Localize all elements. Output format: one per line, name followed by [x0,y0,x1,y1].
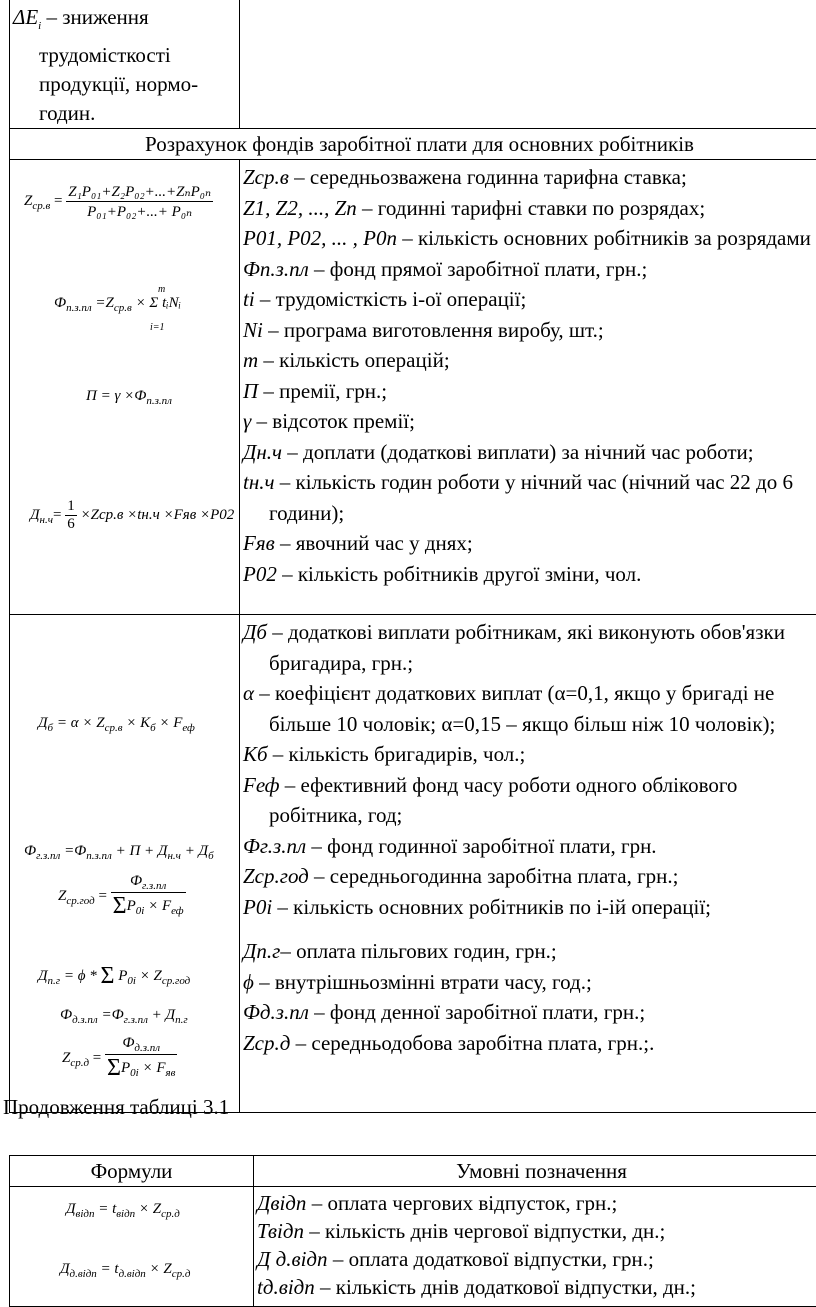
definition-item [243,997,816,1028]
definitions-cell-3 [254,1187,816,1307]
definition-item [243,528,816,559]
definition-symbol: П [243,379,258,403]
definitions-cell-1 [240,160,816,615]
definition-symbol: Фд.з.пл [243,1000,309,1024]
definition-text: – кількість операцій; [258,348,449,372]
formula-brigadier: $Д_б = \alpha \times Z_{ср.в} \times К_б \times F_{еф}$ [38,715,195,734]
definition-item [243,315,816,346]
table-header-row [10,1156,816,1187]
definition-item [243,617,816,678]
definition-text: – кількість основних робітників за розрядами [397,226,811,250]
definition-item [243,559,816,590]
definition-symbol: Zср.д [243,1031,290,1055]
definition-item [243,437,816,468]
definition-item [243,861,816,892]
definition-symbol: Fеф [243,773,280,797]
definition-item [243,936,816,967]
definition-symbol: Кб [243,742,268,766]
definition-item [243,922,816,936]
formula-z-avg: $Z_{ср.в}$ = $\frac{\text{Z₁P₀₁+Z₂P₀₂+...+ZₙP₀ₙ}}{\text{P₀₁+P₀₂+...+ P₀ₙ}}$ [24,182,213,221]
definition-item [243,967,816,998]
definition-symbol: tн.ч [243,470,275,494]
formula-avg-hourly: $Z_{ср.год}$ = $\frac{Ф_{г.з.пл}}{\Sigma P_{0i} \times F_{еф}}$ [58,873,186,920]
definition-text: – ефективний фонд часу роботи одного облікового робітника, год; [269,773,737,828]
definition-text: – коефіцієнт додаткових виплат (α=0,1, якщо у бригаді не більше 10 чоловік; α=0,15 – якщо більш ніж 10 чоловік); [254,681,775,736]
formula-bonus: $П = \gamma \times Ф_{п.з.пл}$ [86,388,172,407]
sum-bottom-label: i=1 [150,322,165,333]
definition-item [243,162,816,193]
table-row [10,615,816,1113]
table-row [10,160,816,615]
definition-item [243,406,816,437]
sum-icon: Σ [113,893,127,919]
formula-night-pay: $Д_{н.ч}=$ $\frac{1}{6}$ ×Zср.в ×tн.ч ×Fяв ×P02 [30,498,234,533]
definition-item [257,1217,816,1245]
header-symbols: Умовні позначення [254,1156,816,1187]
definition-item [257,1189,816,1217]
sum-icon: Σ [107,1055,121,1081]
definition-text: – фонд годинної заробітної плати, грн. [306,834,656,858]
sum-icon: Σ [100,963,114,989]
definition-symbol: α [243,681,254,705]
definition-symbol: Дн.ч [243,440,282,464]
text-line: годин. [13,99,239,128]
definition-symbol: P02 [243,562,277,586]
formula-extra-vacation: $Д_{д.відп} = t_{д.відп} \times Z_{ср.д}$ [60,1261,190,1280]
definition-text: – середньодобова заробітна плата, грн.;. [290,1031,654,1055]
definition-text: – премії, грн.; [258,379,387,403]
definition-text: – кількість робітників другої зміни, чол. [277,562,642,586]
formula-vacation: $Д_{відп} = t_{відп} \times Z_{ср.д}$ [66,1201,180,1220]
definition-item [243,831,816,862]
cell-energy-left [10,0,240,129]
header-formulas: Формули [10,1156,254,1187]
formula-cell-1 [10,160,240,615]
definition-symbol: Фг.з.пл [243,834,306,858]
definition-item [243,1028,816,1059]
definition-symbol: γ [243,409,251,433]
definition-item [243,770,816,831]
definition-symbol: Zср.в [243,165,289,189]
definition-item [243,223,816,254]
definition-symbol: P01, P02, ... , P0n [243,226,397,250]
table-caption: Продовження таблиці 3.1 [3,1095,229,1120]
formula-direct-fund: $Ф_{п.з.пл} =Z_{ср.в} \times \Sigma$ tᵢNᵢ [54,295,181,314]
definition-text: – середньозважена годинна тарифна ставка; [289,165,687,189]
definition-item [243,345,816,376]
definition-symbol: Двідп [257,1191,306,1215]
formula-cell-2 [10,615,240,1113]
definition-item [243,892,816,923]
continuation-table [9,1155,816,1307]
cell-empty [240,0,816,129]
sum-top-label: m [158,284,165,295]
table-row [10,1187,816,1307]
definition-symbol: Твідп [257,1219,304,1243]
definition-symbol: tд.відп [257,1275,315,1299]
definition-symbol: Z1, Z2, ..., Zn [243,196,357,220]
definition-symbol: Фп.з.пл [243,257,309,281]
definition-text: – доплати (додаткові виплати) за нічний час роботи; [282,440,754,464]
table-row [10,129,816,160]
definition-text: – фонд денної заробітної плати, грн.; [309,1000,645,1024]
definition-symbol: Fяв [243,531,275,555]
table-row [10,0,816,129]
text-line: продукції, нормо- [13,70,239,99]
definition-item [243,678,816,739]
definition-symbol: Ni [243,318,263,342]
definition-text: – додаткові виплати робітникам, які виконують обов'язки бригадира, грн.; [267,620,785,675]
definition-text: – відсоток премії; [251,409,415,433]
definition-text: – кількість бригадирів, чол.; [268,742,526,766]
formula-avg-daily: $Z_{ср.д}$ = $\frac{Ф_{д.з.пл}}{\Sigma P_{0i} \times F_{яв}}$ [62,1035,177,1082]
definition-text: – програма виготовлення виробу, шт.; [263,318,604,342]
definition-item [243,254,816,285]
definition-symbol: ti [243,287,255,311]
formula-privileged-hours: $Д_{п.г} = \phi * \Sigma$ $P_{0i} \times Z_{ср.год}$ [38,963,190,990]
definition-symbol: Zср.год [243,864,309,888]
delta-e-definition: $\Delta E_i$ – зниження [13,3,239,41]
text-line: трудомісткості [13,41,239,70]
definition-text: – явочний час у днях; [275,531,473,555]
definitions-cell-2 [240,615,816,1113]
main-table [9,0,816,1113]
definition-text: – кількість днів чергової відпустки, дн.; [304,1219,665,1243]
definition-text: – фонд прямої заробітної плати, грн.; [309,257,648,281]
definition-symbol: m [243,348,258,372]
definition-text: – кількість годин роботи у нічний час (нічний час 22 до 6 години); [269,470,793,525]
definition-item [243,376,816,407]
definition-item [243,739,816,770]
definition-symbol: ϕ [243,970,254,994]
definition-text: – середньогодинна заробітна плата, грн.; [309,864,679,888]
definition-text: – годинні тарифні ставки по розрядах; [357,196,705,220]
definition-text: – внутрішньозмінні втрати часу, год.; [254,970,592,994]
formula-daily-fund: $Ф_{д.з.пл} =Ф_{г.з.пл} + Д_{п.г}$ [60,1007,188,1026]
definition-symbol: Дб [243,620,267,644]
definition-item [257,1245,816,1273]
definition-text: – оплата чергових відпусток, грн.; [306,1191,617,1215]
definition-symbol: Дп.г [243,939,280,963]
definition-symbol: P0i [243,895,272,919]
section-header: Розрахунок фондів заробітної плати для основних робітників [10,129,816,160]
definition-text: – кількість основних робітників по і-ій операції; [272,895,711,919]
definition-text: – оплата додаткової відпустки, грн.; [328,1247,654,1271]
definition-text: – кількість днів додаткової відпустки, дн.; [315,1275,696,1299]
definition-text: – оплата пільгових годин, грн.; [280,939,556,963]
formula-hourly-fund: $Ф_{г.з.пл} =Ф_{п.з.пл} + П + Д_{н.ч} + Д_б$ [24,843,214,862]
definition-item [243,193,816,224]
definition-symbol: Д д.відп [257,1247,328,1271]
definition-item [243,467,816,528]
definition-item [243,284,816,315]
definition-text: – трудомісткість і-ої операції; [255,287,527,311]
formula-cell-3 [10,1187,254,1307]
